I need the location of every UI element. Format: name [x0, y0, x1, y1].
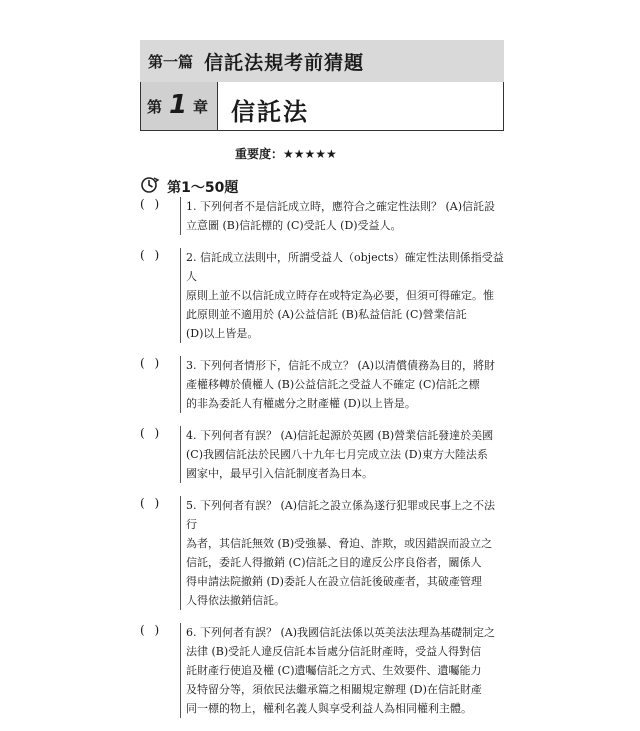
answer-blank[interactable]: ( ): [140, 623, 163, 637]
question-item: [140, 426, 504, 483]
answer-blank[interactable]: ( ): [140, 356, 163, 370]
question-line: 此原則並不適用於 (A)公益信託 (B)私益信託 (C)營業信託: [186, 308, 467, 321]
answer-blank[interactable]: ( ): [140, 496, 163, 510]
chapter-number-box: [141, 82, 218, 130]
question-text: [180, 356, 504, 413]
question-line: 國家中，最早引入信託制度者為日本。: [186, 467, 373, 480]
part-title: 信託法規考前猜題: [204, 52, 365, 74]
importance-stars: ★★★★★: [283, 147, 337, 161]
section-title: 第1～50題: [167, 180, 239, 196]
question-text: [180, 426, 504, 483]
answer-blank[interactable]: ( ): [140, 248, 163, 262]
section-header: [140, 176, 238, 198]
question-line: 6. 下列何者有誤？ (A)我國信託法係以英美法法理為基礎制定之: [186, 626, 496, 639]
question-text: [180, 496, 504, 610]
question-line: 為者，其信託無效 (B)受強暴、脅迫、詐欺，或因錯誤而設立之: [186, 537, 493, 550]
question-line: 及特留分等，須依民法繼承篇之相關規定辦理 (D)在信託財產: [186, 683, 482, 696]
question-line: 人得依法撤銷信託。: [186, 594, 285, 607]
question-line: 託財產行使追及權 (C)遺囑信託之方式、生效要件、遺囑能力: [186, 664, 482, 677]
question-item: [140, 496, 504, 610]
question-line: (D)以上皆是。: [186, 327, 259, 340]
answer-blank[interactable]: ( ): [140, 197, 163, 211]
answer-blank[interactable]: ( ): [140, 426, 163, 440]
question-line: 法律 (B)受託人違反信託本旨處分信託財產時，受益人得對信: [186, 645, 482, 658]
question-line: 得申請法院撤銷 (D)委託人在設立信託後破產者，其破產管理: [186, 575, 482, 588]
importance-rating: [235, 145, 337, 162]
question-line: 同一標的物上，權利名義人與享受利益人為相同權利主體。: [186, 702, 472, 715]
question-line: 立意圖 (B)信託標的 (C)受託人 (D)受益人。: [186, 219, 402, 232]
question-line: 的非為委託人有權處分之財產權 (D)以上皆是。: [186, 397, 416, 410]
question-line: 原則上並不以信託成立時存在或特定為必要，但須可得確定。惟: [186, 289, 494, 302]
question-line: 3. 下列何者情形下，信託不成立？ (A)以清償債務為目的，將財: [186, 359, 496, 372]
question-line: 4. 下列何者有誤？ (A)信託起源於英國 (B)營業信託發達於美國: [186, 429, 494, 442]
chapter-header: [140, 82, 504, 131]
question-line: 2. 信託成立法則中，所謂受益人（objects）確定性法則係指受益人: [186, 251, 504, 283]
question-line: 1. 下列何者不是信託成立時，應符合之確定性法則？ (A)信託設: [186, 200, 496, 213]
part-label: 第一篇: [148, 53, 194, 71]
part-header-bar: [140, 40, 504, 82]
chapter-title: 信託法: [231, 98, 309, 126]
importance-label: 重要度：: [235, 147, 284, 161]
question-item: [140, 248, 504, 343]
part-header: [148, 48, 364, 75]
question-text: [180, 248, 504, 343]
question-item: [140, 197, 504, 235]
chapter-prefix: 第: [147, 98, 163, 116]
question-line: 產權移轉於債權人 (B)公益信託之受益人不確定 (C)信託之標: [186, 378, 480, 391]
question-text: [180, 197, 504, 235]
book-page: [140, 0, 504, 715]
question-line: 5. 下列何者有誤？ (A)信託之設立係為遂行犯罪或民事上之不法行: [186, 499, 496, 531]
clock-icon: [140, 176, 160, 198]
question-list: [140, 197, 504, 731]
question-line: (C)我國信託法於民國八十九年七月完成立法 (D)東方大陸法系: [186, 448, 488, 461]
question-text: [180, 623, 504, 718]
chapter-number: 1: [169, 90, 188, 120]
chapter-suffix: 章: [193, 98, 209, 116]
question-item: [140, 623, 504, 718]
question-item: [140, 356, 504, 413]
question-line: 信託，委託人得撤銷 (C)信託之目的違反公序良俗者，關係人: [186, 556, 482, 569]
